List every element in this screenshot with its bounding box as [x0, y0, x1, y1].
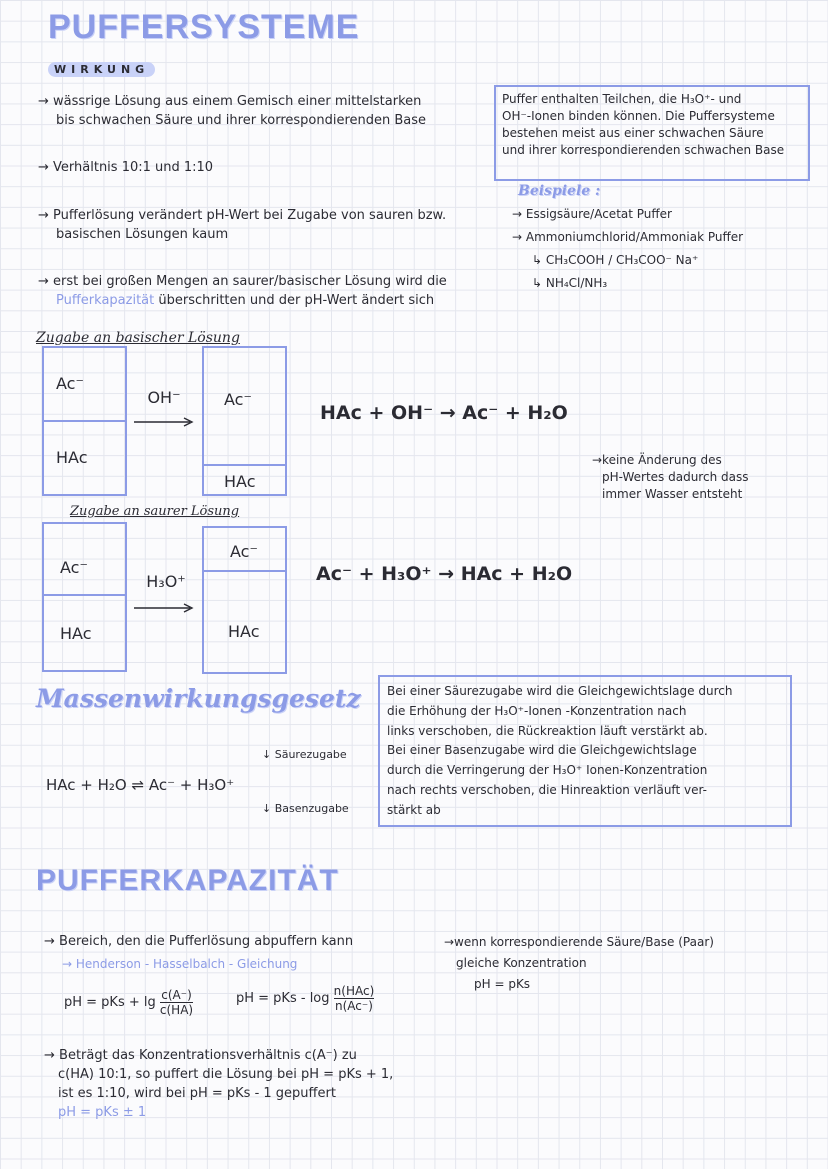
page-title: PUFFERSYSTEME	[48, 8, 360, 46]
ratio-line-2: c(HA) 10:1, so puffert die Lösung bei pH = pKs + 1,	[58, 1067, 394, 1082]
base-note-line-3: immer Wasser entsteht	[602, 487, 743, 501]
side-note-line-1: →wenn korrespondierende Säure/Base (Paar)	[444, 935, 714, 949]
mwg-explanation-box	[378, 675, 792, 827]
acetate-label: Ac⁻	[60, 558, 88, 577]
formula-2-fraction	[334, 984, 375, 1013]
kapazitaet-ratio-explanation	[44, 1046, 444, 1122]
wirkung-point-1-line-2: bis schwachen Säure und ihrer korrespondierenden Base	[56, 113, 427, 128]
acetate-label: Ac⁻	[224, 390, 252, 409]
definition-box	[494, 85, 810, 181]
wirkung-point-4-line-2: überschritten und der pH-Wert ändert sich	[154, 293, 435, 308]
acetate-label: Ac⁻	[56, 374, 84, 393]
base-addition-indicator	[262, 802, 349, 815]
beispiel-2: → Ammoniumchlorid/Ammoniak Puffer	[512, 230, 744, 244]
henderson-formula-1	[64, 988, 193, 1017]
buffer-box-after-base	[202, 346, 287, 496]
henderson-hasselbalch-label: → Henderson - Hasselbalch - Gleichung	[62, 957, 298, 971]
mwg-line-1: Bei einer Säurezugabe wird die Gleichgewichtslage durch	[387, 684, 733, 698]
base-note-line-2: pH-Wertes dadurch dass	[602, 470, 749, 484]
acid-addition-indicator	[262, 748, 347, 761]
mwg-line-4: Bei einer Basenzugabe wird die Gleichgewichtslage	[387, 743, 697, 758]
ratio-line-3: ist es 1:10, wird bei pH = pKs - 1 gepuffert	[58, 1086, 336, 1101]
ratio-line-1: → Beträgt das Konzentrationsverhältnis c(A⁻) zu	[44, 1048, 357, 1063]
right-arrow-icon	[132, 412, 196, 422]
formula-1-denominator: c(HA)	[159, 1003, 194, 1017]
formula-1-numerator: c(A⁻)	[161, 988, 192, 1002]
wirkung-point-4	[38, 272, 508, 310]
acetic-acid-label: HAc	[56, 448, 88, 467]
beispiel-2-formula-b: ↳ NH₄Cl/NH₃	[532, 276, 608, 290]
wirkung-point-3	[38, 206, 508, 244]
acid-reaction-equation: Ac⁻ + H₃O⁺ → HAc + H₂O	[316, 563, 573, 585]
henderson-formula-2	[236, 984, 374, 1013]
kapazitaet-definition: → Bereich, den die Pufferlösung abpuffern kann	[44, 934, 354, 949]
pufferkapazitaet-title: PUFFERKAPAZITÄT	[36, 864, 339, 897]
buffer-divider	[204, 464, 285, 466]
acetic-acid-label: HAc	[224, 472, 256, 491]
buffer-box-before-base	[42, 346, 127, 496]
formula-1-fraction	[160, 988, 193, 1017]
wirkung-point-2: → Verhältnis 10:1 und 1:10	[38, 160, 214, 175]
mwg-line-7: stärkt ab	[387, 802, 441, 817]
wirkung-point-4-line-1: → erst bei großen Mengen an saurer/basischer Lösung wird die	[38, 274, 447, 289]
buffer-divider	[44, 594, 125, 596]
definition-line-3: bestehen meist aus einer schwachen Säure	[502, 126, 764, 140]
mwg-line-2: die Erhöhung der H₃O⁺-Ionen -Konzentration nach	[387, 703, 687, 718]
beispiel-2-formula-a: ↳ CH₃COOH / CH₃COO⁻ Na⁺	[532, 253, 699, 267]
acid-addition-heading: Zugabe an saurer Lösung	[70, 504, 240, 519]
base-addition-note	[592, 452, 748, 503]
mwg-equation: HAc + H₂O ⇌ Ac⁻ + H₃O⁺	[46, 776, 235, 794]
formula-2-lhs: pH = pKs - log	[236, 991, 330, 1006]
base-reaction-equation: HAc + OH⁻ → Ac⁻ + H₂O	[320, 402, 568, 424]
acetate-label: Ac⁻	[230, 542, 258, 561]
wirkung-point-3-line-1: → Pufferlösung verändert pH-Wert bei Zugabe von sauren bzw.	[38, 208, 447, 223]
acid-arrow-label: H₃O⁺	[146, 572, 186, 591]
mwg-line-6: nach rechts verschoben, die Hinreaktion verläuft ver-	[387, 782, 707, 797]
formula-1-lhs: pH = pKs + lg	[64, 995, 156, 1010]
buffer-divider	[44, 420, 125, 422]
side-note-line-3: pH = pKs	[474, 977, 531, 991]
wirkung-point-1-line-1: → wässrige Lösung aus einem Gemisch einer mittelstarken	[38, 94, 422, 109]
wirkung-point-1	[38, 92, 488, 130]
buffer-box-after-acid	[202, 526, 287, 674]
buffer-box-before-acid	[42, 522, 127, 672]
right-arrow-icon	[132, 598, 196, 608]
definition-line-1: Puffer enthalten Teilchen, die H₃O⁺- und	[502, 92, 742, 106]
basenzugabe-label: Basenzugabe	[274, 802, 349, 815]
pufferkapazitaet-term: Pufferkapazität	[56, 293, 155, 308]
beispiel-1: → Essigsäure/Acetat Puffer	[512, 207, 672, 221]
mwg-line-3: links verschoben, die Rückreaktion läuft verstärkt ab.	[387, 723, 708, 738]
base-note-line-1: →keine Änderung des	[592, 453, 722, 467]
mwg-title: Massenwirkungsgesetz	[36, 684, 361, 713]
acetic-acid-label: HAc	[60, 624, 92, 643]
section-label-wirkung	[48, 58, 155, 77]
saeurezugabe-label: Säurezugabe	[274, 748, 347, 761]
kapazitaet-side-note	[444, 934, 714, 993]
beispiele-heading: Beispiele :	[518, 183, 601, 199]
formula-2-denominator: n(Ac⁻)	[335, 999, 373, 1013]
buffer-divider	[204, 570, 285, 572]
wirkung-point-3-line-2: basischen Lösungen kaum	[56, 227, 229, 242]
mwg-line-5: durch die Verringerung der H₃O⁺ Ionen-Konzentration	[387, 763, 708, 778]
definition-line-4: und ihrer korrespondierenden schwachen Base	[502, 143, 785, 157]
arrow-down-icon: ↓	[262, 748, 272, 761]
ph-range-result: pH = pKs ± 1	[58, 1105, 147, 1120]
definition-line-2: OH⁻-Ionen binden können. Die Puffersysteme	[502, 109, 775, 123]
base-addition-heading: Zugabe an basischer Lösung	[36, 330, 240, 346]
formula-2-numerator: n(HAc)	[333, 984, 375, 998]
wirkung-highlight: WIRKUNG	[48, 62, 155, 77]
base-arrow-label: OH⁻	[147, 388, 181, 407]
arrow-down-icon: ↓	[262, 802, 272, 815]
side-note-line-2: gleiche Konzentration	[456, 956, 587, 970]
acetic-acid-label: HAc	[228, 622, 260, 641]
